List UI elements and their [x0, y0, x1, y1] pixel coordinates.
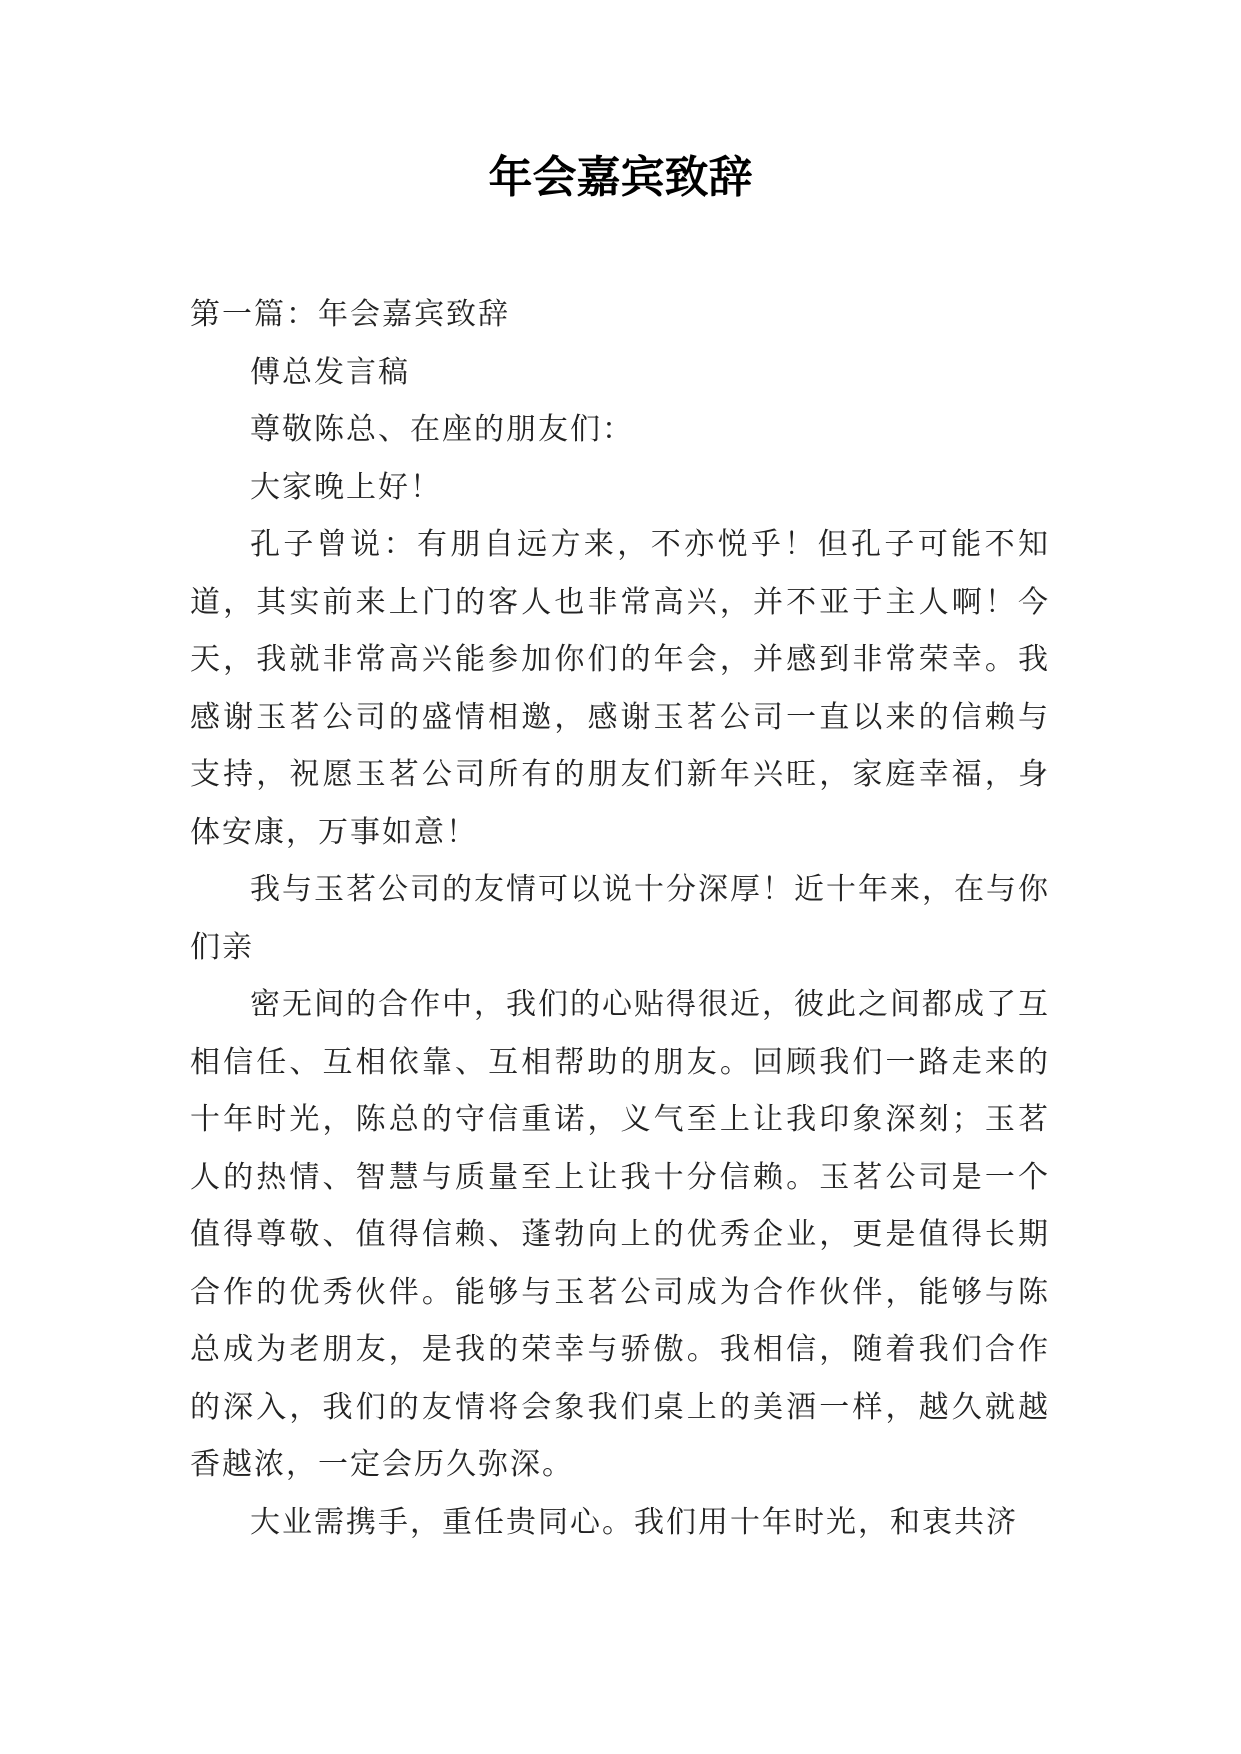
paragraph: 大业需携手，重任贵同心。我们用十年时光，和衷共济 [250, 1504, 1018, 1540]
paragraph: 我与玉茗公司的友情可以说十分深厚！近十年来，在与你们亲 [190, 872, 1050, 965]
document-title: 年会嘉宾致辞 [488, 152, 753, 203]
document-body [190, 286, 1050, 1551]
speech-title: 傅总发言稿 [250, 354, 410, 390]
paragraph: 孔子曾说：有朋自远方来，不亦悦乎！但孔子可能不知道，其实前来上门的客人也非常高兴，并不亚于主人啊！今天，我就非常高兴能参加你们的年会，并感到非常荣幸。我感谢玉茗公司的盛情相邀，感谢玉茗公司一直以来的信赖与支持，祝愿玉茗公司所有的朋友们新年兴旺，家庭幸福，身体安康，万事如意！ [190, 527, 1050, 850]
greeting: 大家晚上好！ [250, 469, 442, 505]
salutation: 尊敬陈总、在座的朋友们： [250, 412, 634, 447]
section-heading: 第一篇：年会嘉宾致辞 [190, 297, 510, 332]
paragraph: 密无间的合作中，我们的心贴得很近，彼此之间都成了互相信任、互相依靠、互相帮助的朋友。回顾我们一路走来的十年时光，陈总的守信重诺，义气至上让我印象深刻；玉茗人的热情、智慧与质量至上让我十分信赖。玉茗公司是一个值得尊敬、值得信赖、蓬勃向上的优秀企业，更是值得长期合作的优秀伙伴。能够与玉茗公司成为合作伙伴，能够与陈总成为老朋友，是我的荣幸与骄傲。我相信，随着我们合作的深入，我们的友情将会象我们桌上的美酒一样，越久就越香越浓，一定会历久弥深。 [190, 987, 1050, 1482]
